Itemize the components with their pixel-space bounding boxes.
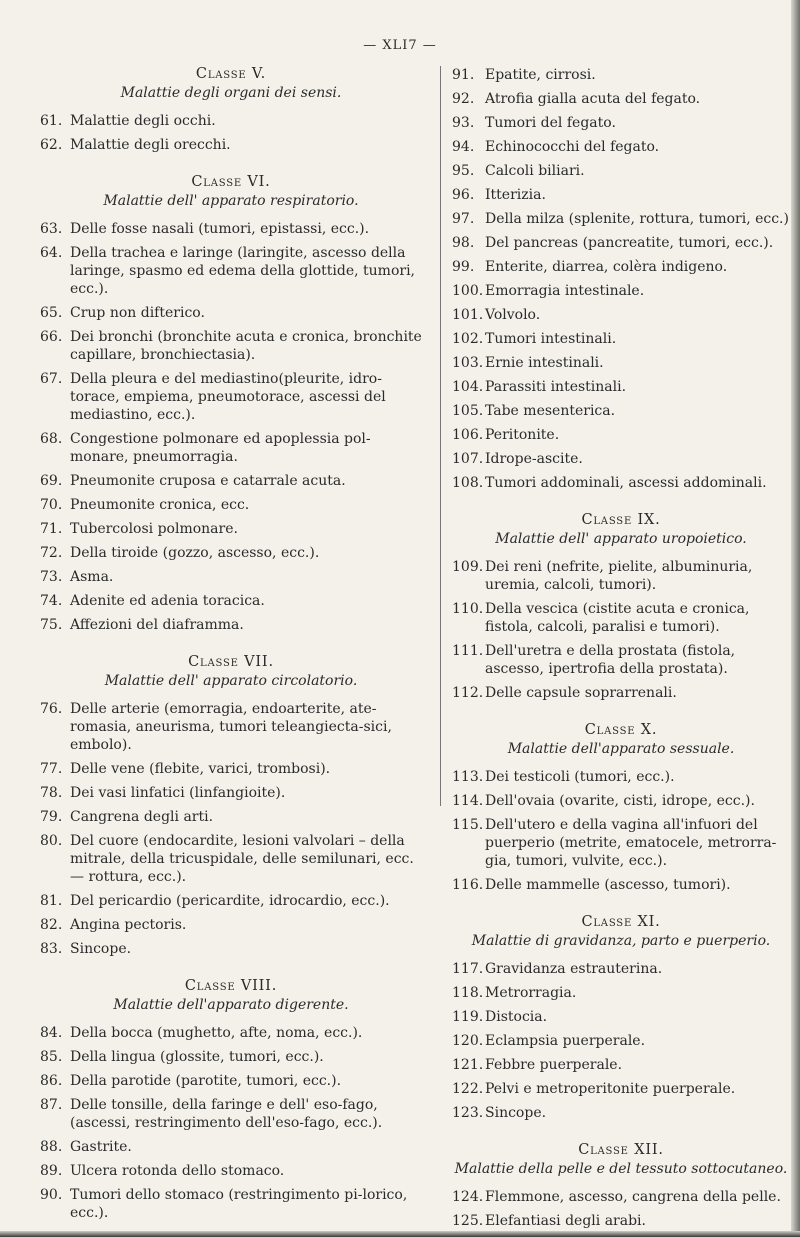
class-title: Classe VIII. xyxy=(184,978,278,994)
item-number: 61. xyxy=(40,113,63,129)
list-item xyxy=(40,496,422,514)
item-text: Flemmone, ascesso, cangrena della pelle. xyxy=(485,1189,781,1205)
item-text: Delle mammelle (ascesso, tumori). xyxy=(485,877,731,893)
item-number: 80. xyxy=(40,833,63,849)
class-title: Classe XII. xyxy=(578,1142,664,1158)
class-title: Classe X. xyxy=(584,722,658,738)
list-item xyxy=(452,330,790,348)
item-number: 86. xyxy=(40,1073,63,1089)
item-number: 70. xyxy=(40,497,63,513)
item-text: Malattie degli orecchi. xyxy=(70,137,231,153)
item-text: Volvolo. xyxy=(485,307,541,323)
item-number: 82. xyxy=(40,917,63,933)
list-item xyxy=(452,558,790,594)
item-text: Idrope-ascite. xyxy=(485,451,583,467)
list-item xyxy=(452,450,790,468)
item-text: Del pancreas (pancreatite, tumori, ecc.). xyxy=(485,235,774,251)
item-number: 74. xyxy=(40,593,63,609)
item-number: 107. xyxy=(452,451,484,467)
item-text: Dell'ovaia (ovarite, cisti, idrope, ecc.). xyxy=(485,793,755,809)
list-item xyxy=(452,600,790,636)
item-text: Gravidanza estrauterina. xyxy=(485,961,663,977)
item-text: Della bocca (mughetto, afte, noma, ecc.). xyxy=(70,1025,363,1041)
item-text: Febbre puerperale. xyxy=(485,1057,623,1073)
item-text: Dei reni (nefrite, pielite, albuminuria, uremia, calcoli, tumori). xyxy=(485,559,753,593)
item-number: 89. xyxy=(40,1163,63,1179)
list-item xyxy=(40,700,422,754)
list-item xyxy=(452,138,790,156)
item-text: Pelvi e metroperitonite puerperale. xyxy=(485,1081,736,1097)
item-number: 114. xyxy=(452,793,484,809)
class-section xyxy=(452,1142,790,1230)
list-item xyxy=(452,1104,790,1122)
list-item xyxy=(452,1188,790,1206)
class-subtitle: Malattie dell'apparato sessuale. xyxy=(507,741,735,757)
item-text: Malattie degli occhi. xyxy=(70,113,216,129)
list-item xyxy=(40,220,422,238)
item-number: 65. xyxy=(40,305,63,321)
item-text: Enterite, diarrea, colèra indigeno. xyxy=(485,259,728,275)
list-item xyxy=(452,792,790,810)
list-item xyxy=(452,234,790,252)
list-item xyxy=(452,426,790,444)
class-subtitle: Malattie dell'apparato digerente. xyxy=(113,997,349,1013)
list-item xyxy=(40,940,422,958)
item-text: Della vescica (cistite acuta e cronica, fistola, calcoli, paralisi e tumori). xyxy=(485,601,750,635)
class-subtitle: Malattie dell' apparato uropoietico. xyxy=(495,531,747,547)
page-edge-shadow xyxy=(791,0,800,1237)
item-text: Distocia. xyxy=(485,1009,548,1025)
item-text: Pneumonite cruposa e catarrale acuta. xyxy=(70,473,346,489)
item-text: Congestione polmonare ed apoplessia pol-monare, pneumorragia. xyxy=(70,431,371,465)
item-text: Affezioni del diaframma. xyxy=(70,617,244,633)
item-number: 92. xyxy=(452,91,475,107)
list-item xyxy=(452,474,790,492)
class-title: Classe V. xyxy=(195,66,267,82)
item-text: Tubercolosi polmonare. xyxy=(70,521,238,537)
item-text: Sincope. xyxy=(485,1105,547,1121)
list-item xyxy=(452,210,790,228)
class-subtitle: Malattie dell' apparato circolatorio. xyxy=(104,673,358,689)
list-item xyxy=(40,592,422,610)
item-text: Tumori addominali, ascessi addominali. xyxy=(485,475,767,491)
class-title: Classe XI. xyxy=(581,914,661,930)
list-item xyxy=(40,832,422,886)
item-text: Calcoli biliari. xyxy=(485,163,585,179)
list-item xyxy=(40,112,422,130)
list-item xyxy=(452,876,790,894)
list-item xyxy=(40,136,422,154)
list-item xyxy=(452,114,790,132)
item-number: 108. xyxy=(452,475,484,491)
section-gap xyxy=(40,160,422,174)
item-number: 81. xyxy=(40,893,63,909)
list-item xyxy=(452,1212,790,1230)
list-item xyxy=(452,1080,790,1098)
list-item xyxy=(452,960,790,978)
item-text: Itterizia. xyxy=(485,187,546,203)
item-text: Elefantiasi degli arabi. xyxy=(485,1213,646,1229)
item-text: Tabe mesenterica. xyxy=(485,403,616,419)
list-item xyxy=(452,684,790,702)
item-text: Cangrena degli arti. xyxy=(70,809,214,825)
item-number: 66. xyxy=(40,329,63,345)
item-text: Dei vasi linfatici (linfangioite). xyxy=(70,785,286,801)
item-text: Angina pectoris. xyxy=(70,917,187,933)
item-number: 77. xyxy=(40,761,63,777)
item-number: 123. xyxy=(452,1105,484,1121)
list-item xyxy=(40,808,422,826)
item-number: 99. xyxy=(452,259,475,275)
column-divider xyxy=(440,66,441,806)
item-number: 88. xyxy=(40,1139,63,1155)
class-section xyxy=(40,174,422,634)
item-text: Della pleura e del mediastino(pleurite, idro-torace, empiema, pneumotorace, ascessi del mediastino, ecc.). xyxy=(70,371,386,423)
list-item xyxy=(452,258,790,276)
item-number: 63. xyxy=(40,221,63,237)
class-section xyxy=(40,978,422,1222)
item-number: 75. xyxy=(40,617,63,633)
list-item xyxy=(40,520,422,538)
item-text: Ulcera rotonda dello stomaco. xyxy=(70,1163,285,1179)
item-text: Del cuore (endocardite, lesioni valvolari – della mitrale, della tricuspidale, delle semilunari, ecc. — rottura, ecc.). xyxy=(70,833,414,885)
item-number: 96. xyxy=(452,187,475,203)
item-text: Echinococchi del fegato. xyxy=(485,139,660,155)
item-number: 102. xyxy=(452,331,484,347)
list-item xyxy=(40,472,422,490)
list-item xyxy=(452,354,790,372)
class-title: Classe VII. xyxy=(188,654,274,670)
item-text: Delle tonsille, della faringe e dell' eso-fago, (ascessi, restringimento dell'eso-fago, ecc.). xyxy=(70,1097,383,1131)
item-number: 79. xyxy=(40,809,63,825)
item-number: 120. xyxy=(452,1033,484,1049)
item-number: 67. xyxy=(40,371,63,387)
item-text: Delle fosse nasali (tumori, epistassi, ecc.). xyxy=(70,221,370,237)
item-number: 76. xyxy=(40,701,63,717)
item-number: 100. xyxy=(452,283,484,299)
list-item xyxy=(40,1138,422,1156)
item-number: 94. xyxy=(452,139,475,155)
item-number: 115. xyxy=(452,817,484,833)
item-text: Della milza (splenite, rottura, tumori, ecc.) xyxy=(485,211,789,227)
section-gap xyxy=(452,708,790,722)
list-item xyxy=(40,616,422,634)
left-column xyxy=(40,66,422,1228)
list-item xyxy=(452,306,790,324)
item-text: Metrorragia. xyxy=(485,985,577,1001)
item-number: 111. xyxy=(452,643,484,659)
item-number: 85. xyxy=(40,1049,63,1065)
item-text: Delle vene (flebite, varici, trombosi). xyxy=(70,761,331,777)
item-number: 84. xyxy=(40,1025,63,1041)
list-item xyxy=(452,90,790,108)
item-text: Dell'uretra e della prostata (fistola, ascesso, ipertrofia della prostata). xyxy=(485,643,736,677)
item-number: 122. xyxy=(452,1081,484,1097)
item-number: 110. xyxy=(452,601,484,617)
item-text: Crup non difterico. xyxy=(70,305,205,321)
list-item xyxy=(452,66,790,84)
section-gap xyxy=(452,498,790,512)
list-item xyxy=(40,304,422,322)
item-number: 98. xyxy=(452,235,475,251)
item-number: 68. xyxy=(40,431,63,447)
list-item xyxy=(40,328,422,364)
section-gap xyxy=(452,1128,790,1142)
item-number: 62. xyxy=(40,137,63,153)
section-gap xyxy=(40,640,422,654)
list-item xyxy=(452,1008,790,1026)
item-text: Asma. xyxy=(70,569,114,585)
list-item xyxy=(40,544,422,562)
item-number: 87. xyxy=(40,1097,63,1113)
list-item xyxy=(40,1096,422,1132)
list-item xyxy=(40,244,422,298)
item-text: Dei bronchi (bronchite acuta e cronica, bronchite capillare, bronchiectasia). xyxy=(70,329,422,363)
item-number: 106. xyxy=(452,427,484,443)
item-text: Tumori dello stomaco (restringimento pi-lorico, ecc.). xyxy=(70,1187,408,1221)
item-number: 113. xyxy=(452,769,484,785)
class-title: Classe VI. xyxy=(191,174,271,190)
list-item xyxy=(452,816,790,870)
item-number: 83. xyxy=(40,941,63,957)
item-text: Pneumonite cronica, ecc. xyxy=(70,497,250,513)
list-item xyxy=(40,916,422,934)
list-item xyxy=(452,768,790,786)
class-title: Classe IX. xyxy=(581,512,661,528)
list-item xyxy=(40,1186,422,1222)
class-section xyxy=(40,66,422,154)
item-number: 119. xyxy=(452,1009,484,1025)
item-text: Adenite ed adenia toracica. xyxy=(70,593,265,609)
class-subtitle: Malattie di gravidanza, parto e puerperio. xyxy=(471,933,771,949)
item-text: Tumori intestinali. xyxy=(485,331,617,347)
item-number: 104. xyxy=(452,379,484,395)
list-item xyxy=(40,892,422,910)
item-number: 118. xyxy=(452,985,484,1001)
item-number: 64. xyxy=(40,245,63,261)
item-number: 109. xyxy=(452,559,484,575)
list-item xyxy=(40,1048,422,1066)
section-gap xyxy=(40,964,422,978)
item-text: Atrofia gialla acuta del fegato. xyxy=(485,91,701,107)
list-item xyxy=(40,1072,422,1090)
class-subtitle: Malattie dell' apparato respiratorio. xyxy=(103,193,359,209)
item-number: 69. xyxy=(40,473,63,489)
item-text: Ernie intestinali. xyxy=(485,355,604,371)
item-number: 71. xyxy=(40,521,63,537)
item-number: 95. xyxy=(452,163,475,179)
list-item xyxy=(452,378,790,396)
list-item xyxy=(40,568,422,586)
item-text: Della trachea e laringe (laringite, ascesso della laringe, spasmo ed edema della glottide, tumori, ecc.). xyxy=(70,245,416,297)
list-item xyxy=(452,984,790,1002)
item-number: 78. xyxy=(40,785,63,801)
class-section xyxy=(452,722,790,894)
item-number: 101. xyxy=(452,307,484,323)
item-text: Emorragia intestinale. xyxy=(485,283,645,299)
item-text: Delle capsule soprarrenali. xyxy=(485,685,677,701)
list-item xyxy=(452,282,790,300)
list-item xyxy=(40,370,422,424)
list-item xyxy=(452,186,790,204)
item-text: Del pericardio (pericardite, idrocardio, ecc.). xyxy=(70,893,390,909)
list-item xyxy=(452,642,790,678)
item-number: 103. xyxy=(452,355,484,371)
item-number: 121. xyxy=(452,1057,484,1073)
class-section xyxy=(40,654,422,958)
item-text: Sincope. xyxy=(70,941,132,957)
list-item xyxy=(40,1024,422,1042)
class-section xyxy=(452,512,790,702)
item-number: 125. xyxy=(452,1213,484,1229)
item-text: Delle arterie (emorragia, endoarterite, ate-romasia, aneurisma, tumori teleangiecta-sici, embolo). xyxy=(70,701,392,753)
list-item xyxy=(40,1162,422,1180)
item-text: Della tiroide (gozzo, ascesso, ecc.). xyxy=(70,545,320,561)
item-number: 124. xyxy=(452,1189,484,1205)
item-number: 105. xyxy=(452,403,484,419)
item-number: 117. xyxy=(452,961,484,977)
page-number: — XLI7 — xyxy=(363,38,437,53)
item-text: Tumori del fegato. xyxy=(485,115,616,131)
section-gap xyxy=(452,900,790,914)
class-subtitle: Malattie della pelle e del tessuto sottocutaneo. xyxy=(454,1161,788,1177)
item-text: Eclampsia puerperale. xyxy=(485,1033,646,1049)
list-item xyxy=(452,1032,790,1050)
item-number: 112. xyxy=(452,685,484,701)
list-item xyxy=(40,760,422,778)
item-number: 116. xyxy=(452,877,484,893)
item-number: 97. xyxy=(452,211,475,227)
item-number: 93. xyxy=(452,115,475,131)
list-item xyxy=(452,1056,790,1074)
class-section xyxy=(452,914,790,1122)
item-text: Dei testicoli (tumori, ecc.). xyxy=(485,769,675,785)
list-item xyxy=(452,402,790,420)
class-subtitle: Malattie degli organi dei sensi. xyxy=(120,85,342,101)
item-text: Peritonite. xyxy=(485,427,560,443)
item-number: 91. xyxy=(452,67,475,83)
item-text: Della parotide (parotite, tumori, ecc.). xyxy=(70,1073,342,1089)
item-text: Della lingua (glossite, tumori, ecc.). xyxy=(70,1049,324,1065)
item-number: 90. xyxy=(40,1187,63,1203)
list-item xyxy=(40,430,422,466)
item-number: 73. xyxy=(40,569,63,585)
item-text: Gastrite. xyxy=(70,1139,132,1155)
list-item xyxy=(40,784,422,802)
page-bottom-shadow xyxy=(0,1231,800,1237)
item-text: Parassiti intestinali. xyxy=(485,379,627,395)
item-text: Epatite, cirrosi. xyxy=(485,67,596,83)
right-column xyxy=(452,66,790,1236)
list-item xyxy=(452,162,790,180)
item-text: Dell'utero e della vagina all'infuori del puerperio (metrite, ematocele, metrorra-gia, tumori, vulvite, ecc.). xyxy=(485,817,777,869)
item-number: 72. xyxy=(40,545,63,561)
